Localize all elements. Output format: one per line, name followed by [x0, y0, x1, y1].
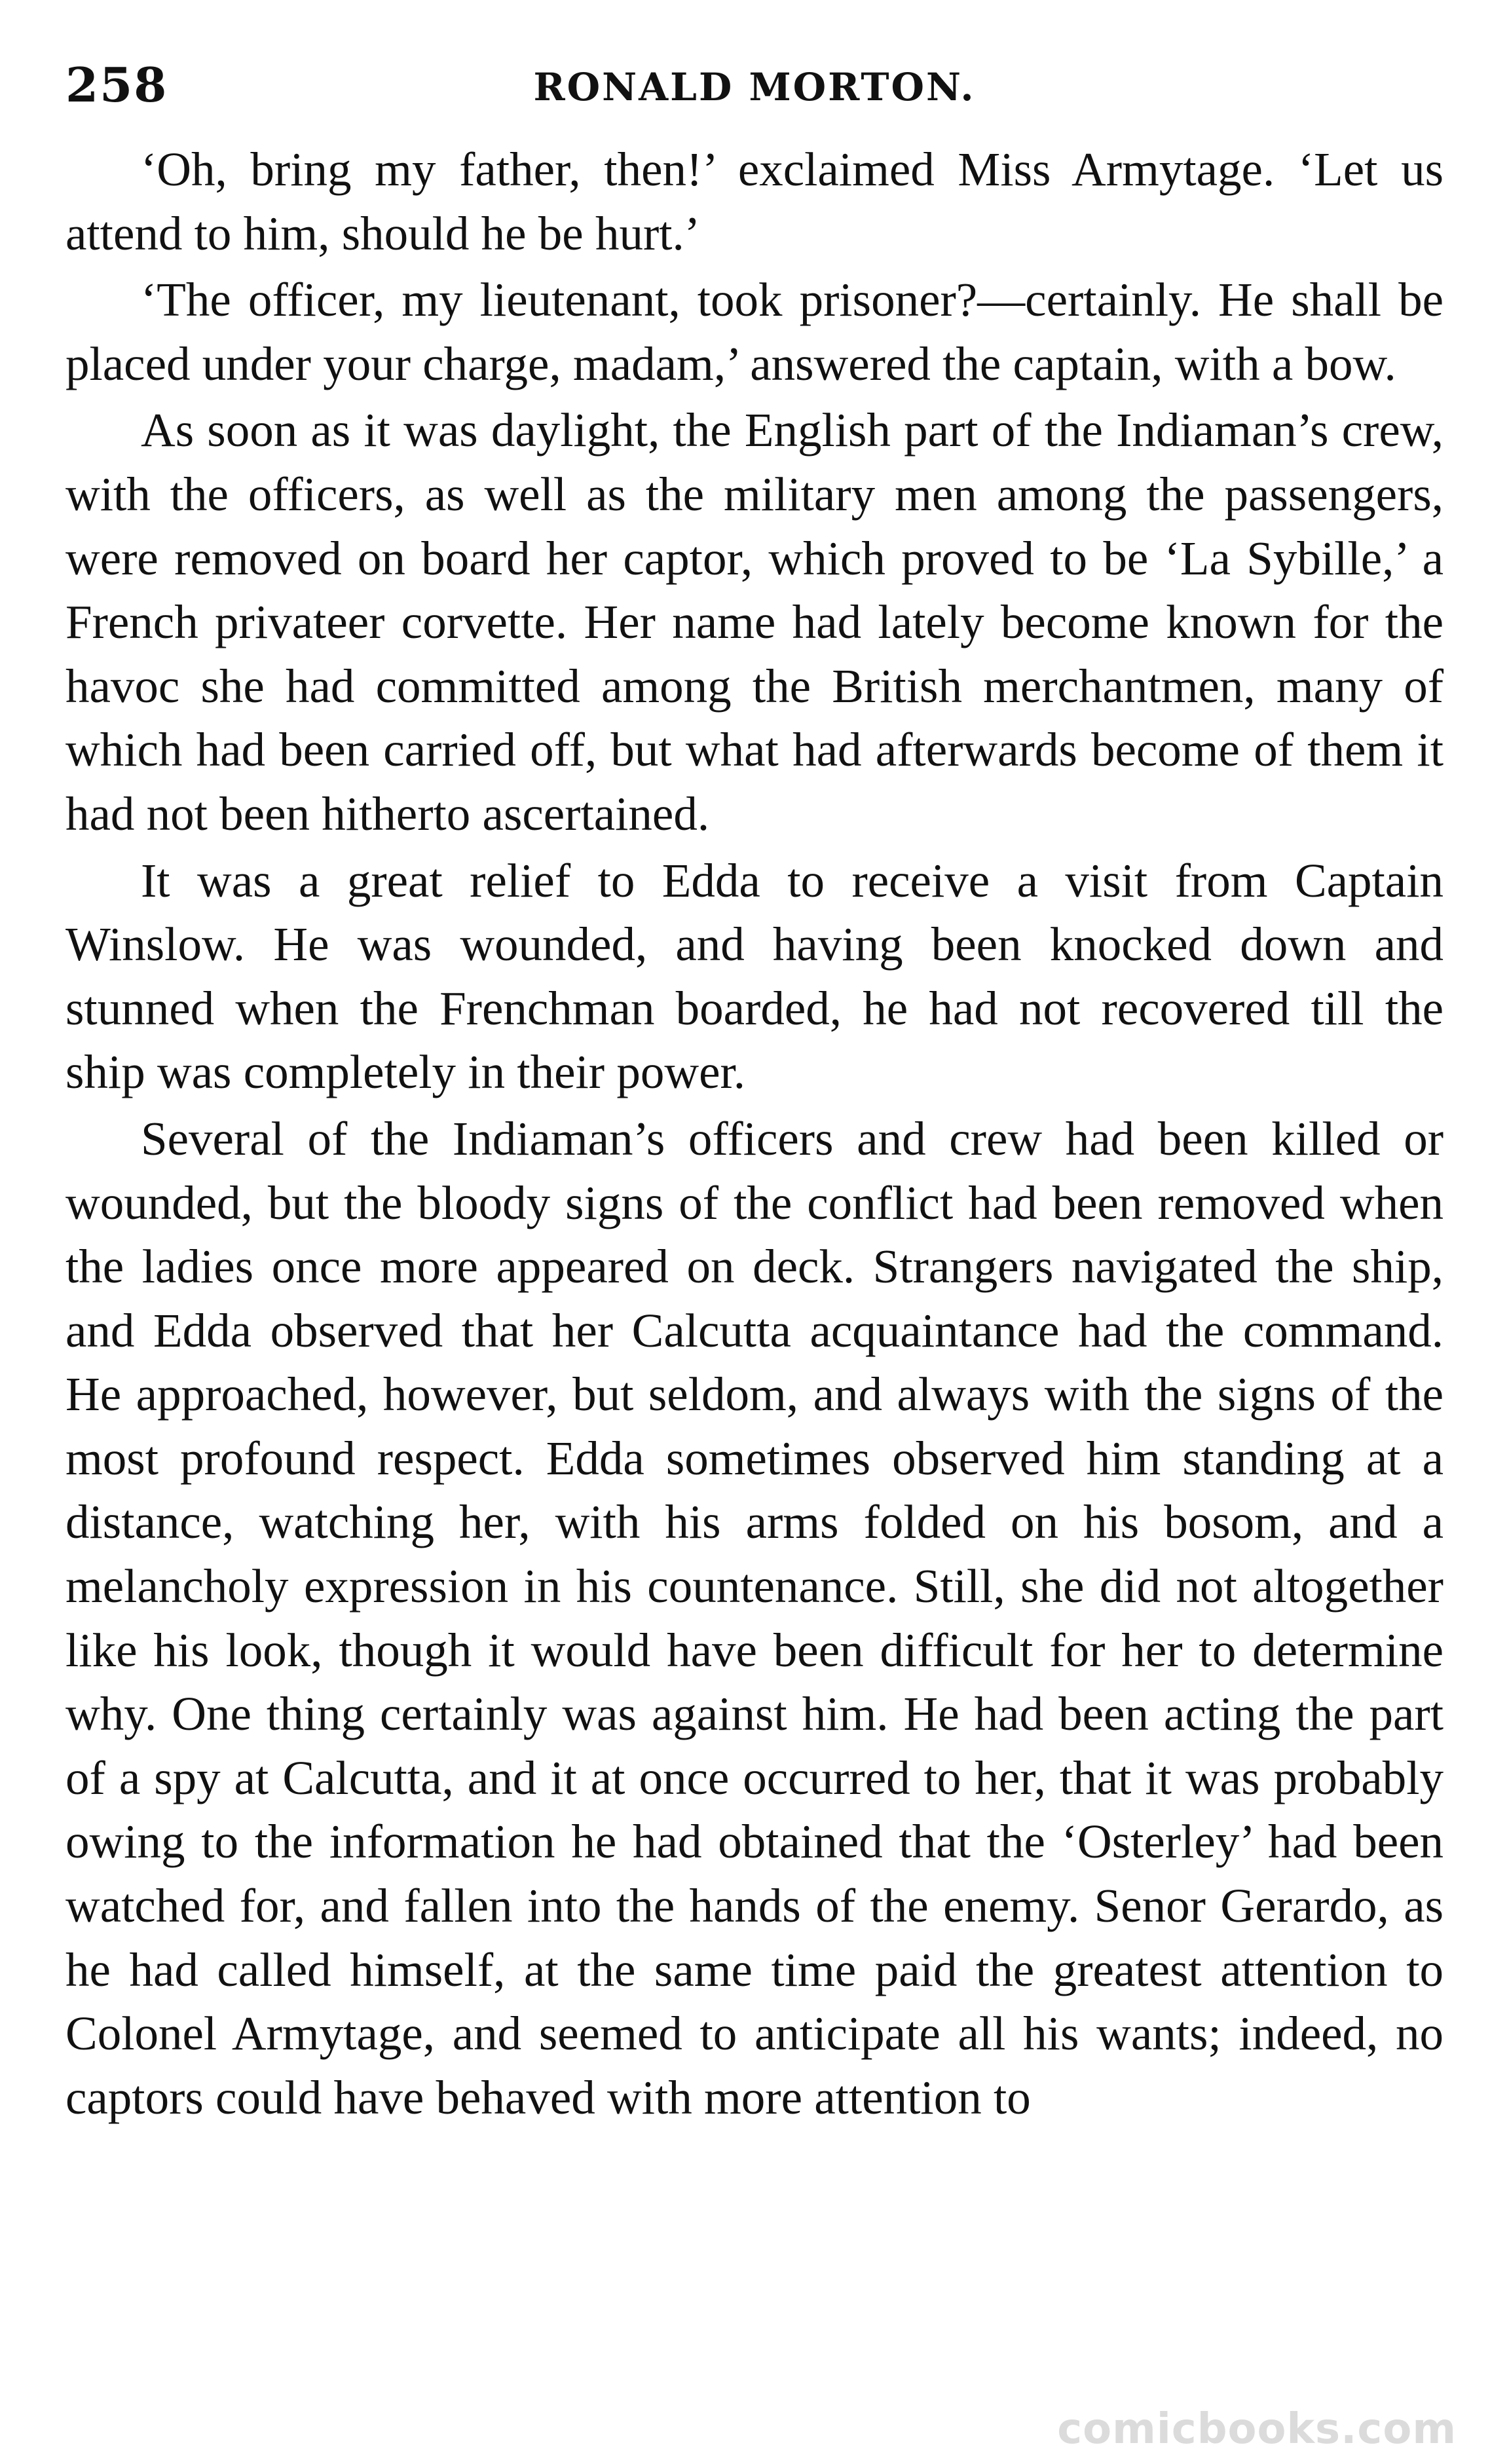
- paragraph-4: It was a great relief to Edda to receive a visit from Captain Winslow. He was wounded, and having been knocked down and stunned when the Frenchman boarded, he had not recovered till the ship was completely in their power.: [65, 853, 1444, 1099]
- running-head: [65, 46, 1444, 124]
- paragraph-5: Several of the Indiaman’s officers and crew had been killed or wounded, but the bloody signs of the conflict had been removed when the ladies once more appeared on deck. Strangers navigated the ship, and Edda observed that her Calcutta acquaintance had the command. He approached, however, but seldom, and always with the signs of the most profound respect. Edda sometimes observed him standing at a distance, watching her, with his arms folded on his bosom, and a melancholy expression in his countenance. Still, she did not altogether like his look, though it would have been difficult for her to determine why. One thing certainly was against him. He had been acting the part of a spy at Calcutta, and it at once occurred to her, that it was probably owing to the information he had obtained that the ‘Osterley’ had been watched for, and fallen into the hands of the enemy. Senor Gerardo, as he had called himself, at the same time paid the greatest attention to Colonel Armytage, and seemed to anticipate all his wants; indeed, no captors could have behaved with more attention to: [65, 1111, 1444, 2124]
- paragraph-1: ‘Oh, bring my father, then!’ exclaimed Miss Armytage. ‘Let us attend to him, should he be hurt.’: [65, 143, 1444, 260]
- paragraph-3: As soon as it was daylight, the English part of the Indiaman’s crew, with the officers, as well as the military men among the passengers, were removed on board her captor, which proved to be ‘La Sybille,’ a French privateer corvette. Her name had lately become known for the havoc she had committed among the British merchantmen, many of which had been carried off, but what had afterwards become of them it had not been hitherto ascertained.: [65, 403, 1444, 840]
- page-number: 258: [65, 57, 168, 113]
- watermark: comicbooks.com: [1057, 2405, 1457, 2454]
- running-title: RONALD MORTON.: [533, 65, 976, 109]
- body-text: [65, 138, 1444, 2132]
- paragraph-2: ‘The officer, my lieutenant, took prisoner?—certainly. He shall be placed under your charge, madam,’ answered the captain, with a bow.: [65, 273, 1444, 390]
